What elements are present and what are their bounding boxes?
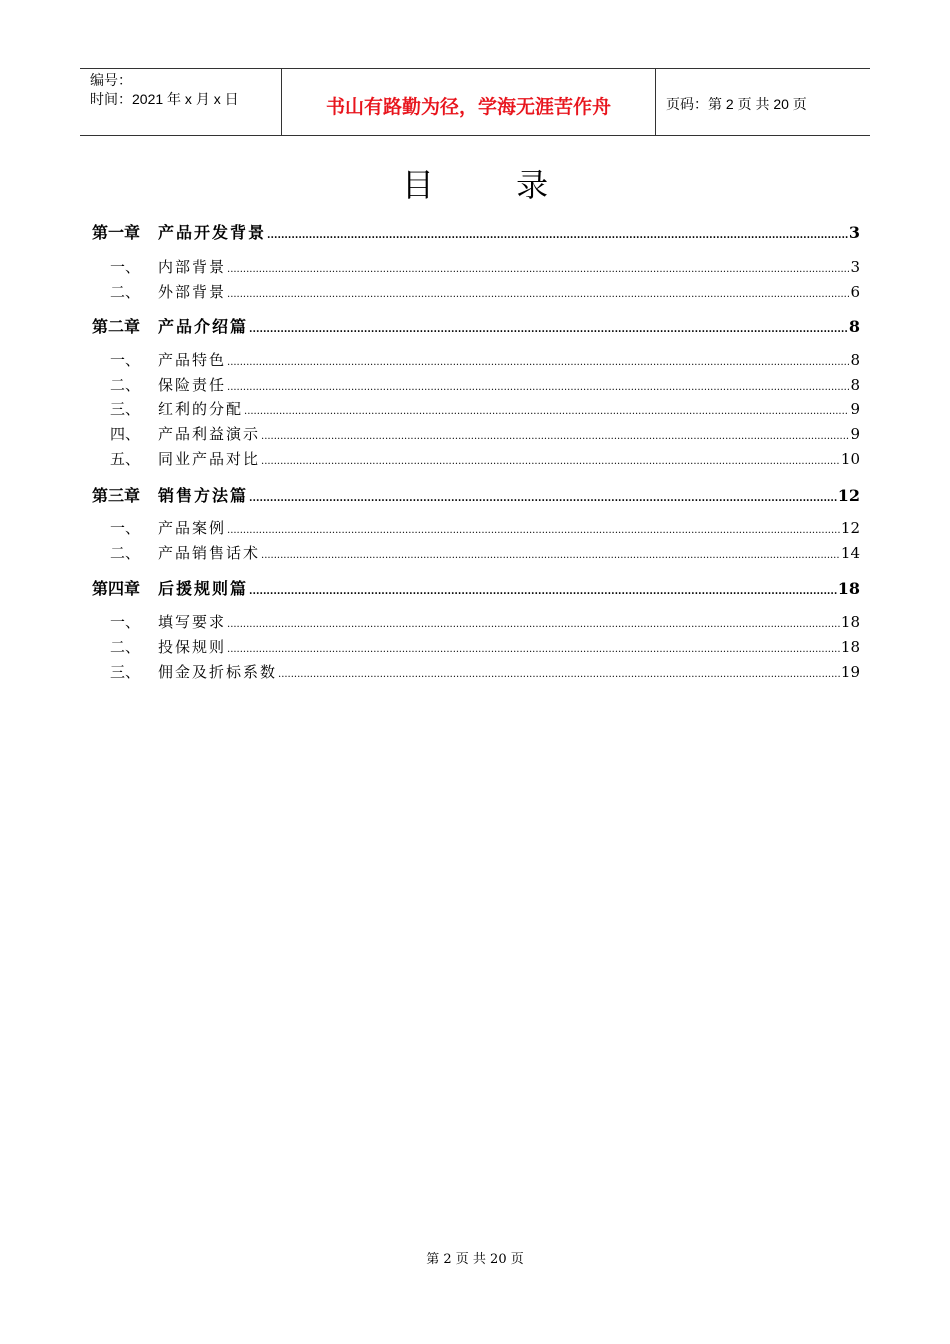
toc-section-entry[interactable] (92, 448, 860, 469)
toc-entry-number: 一、 (110, 351, 141, 369)
toc-chapter-entry[interactable] (92, 576, 860, 599)
toc-leader-dots (227, 644, 840, 655)
toc-entry-label: 同业产品对比 (158, 450, 261, 468)
toc-entry-number: 三、 (110, 663, 141, 681)
toc-entry-page: 19 (840, 663, 860, 681)
toc-entry-number: 第四章 (92, 579, 141, 598)
header-page-info: 页码：第 2 页 共 20 页 (666, 96, 807, 112)
toc-section-entry[interactable] (92, 281, 860, 302)
toc-entry-page: 18 (837, 579, 860, 598)
toc-entry-label: 内部背景 (158, 258, 227, 276)
toc-leader-dots (227, 525, 840, 536)
toc-entry-label: 外部背景 (158, 283, 227, 301)
toc-entry-number: 二、 (110, 283, 141, 301)
toc-leader-dots (278, 669, 840, 680)
toc-section-entry[interactable] (92, 661, 860, 682)
toc-entry-number: 二、 (110, 638, 141, 656)
page-footer: 第 2 页 共 20 页 (426, 1252, 524, 1267)
toc-leader-dots (261, 456, 840, 467)
toc-entry-number: 一、 (110, 519, 141, 537)
toc-entry-label: 红利的分配 (158, 400, 244, 418)
toc-entry-number: 一、 (110, 258, 141, 276)
toc-entry-page: 14 (840, 544, 860, 562)
toc-entry-page: 10 (840, 450, 860, 468)
toc-entry-number: 四、 (110, 425, 141, 443)
toc-entry-page: 18 (840, 613, 860, 631)
header-left-cell (80, 69, 282, 135)
toc-section-entry[interactable] (92, 517, 860, 538)
toc-entry-label: 产品开发背景 (158, 223, 267, 242)
toc-title: 目 录 (401, 166, 585, 204)
header-motto: 书山有路勤为径，学海无涯苦作舟 (282, 69, 656, 135)
toc-chapter-entry[interactable] (92, 314, 860, 337)
toc-entry-page: 8 (850, 376, 860, 394)
toc-section-entry[interactable] (92, 542, 860, 563)
toc-entry-number: 一、 (110, 613, 141, 631)
toc-section-entry[interactable] (92, 398, 860, 419)
toc-section-entry[interactable] (92, 349, 860, 370)
toc-leader-dots (261, 431, 849, 442)
page-header (80, 68, 870, 136)
toc-entry-page: 3 (848, 223, 860, 242)
toc-leader-dots (249, 324, 848, 335)
toc-chapter-entry[interactable] (92, 483, 860, 506)
document-number: 编号： (90, 72, 132, 88)
toc-leader-dots (249, 586, 837, 597)
toc-entry-label: 投保规则 (158, 638, 227, 656)
toc-entry-page: 3 (850, 258, 860, 276)
toc-entry-label: 产品销售话术 (158, 544, 261, 562)
toc-chapter-entry[interactable] (92, 220, 860, 243)
toc-entry-page: 18 (840, 638, 860, 656)
toc-leader-dots (227, 264, 849, 275)
toc-entry-label: 保险责任 (158, 376, 227, 394)
document-date: 时间：2021 年 x 月 x 日 (90, 91, 239, 107)
toc-entry-page: 9 (850, 425, 860, 443)
toc-entry-label: 后援规则篇 (158, 579, 249, 598)
toc-entry-page: 8 (848, 317, 860, 336)
toc-leader-dots (227, 289, 849, 300)
toc-entry-page: 6 (850, 283, 860, 301)
toc-entry-page: 8 (850, 351, 860, 369)
toc-leader-dots (249, 493, 837, 504)
toc-leader-dots (227, 382, 849, 393)
toc-entry-label: 产品利益演示 (158, 425, 261, 443)
toc-section-entry[interactable] (92, 423, 860, 444)
toc-entry-number: 二、 (110, 544, 141, 562)
toc-leader-dots (267, 230, 848, 241)
toc-entry-label: 销售方法篇 (158, 486, 249, 505)
toc-leader-dots (261, 550, 840, 561)
toc-entry-number: 五、 (110, 450, 141, 468)
toc-leader-dots (244, 406, 849, 417)
toc-entry-label: 佣金及折标系数 (158, 663, 278, 681)
toc-section-entry[interactable] (92, 611, 860, 632)
toc-entry-number: 三、 (110, 400, 141, 418)
toc-leader-dots (227, 619, 840, 630)
toc-entry-number: 二、 (110, 376, 141, 394)
toc-entry-page: 12 (837, 486, 860, 505)
toc-entry-number: 第一章 (92, 223, 141, 242)
toc-entry-label: 产品特色 (158, 351, 227, 369)
toc-section-entry[interactable] (92, 256, 860, 277)
toc-leader-dots (227, 357, 849, 368)
toc-entry-number: 第二章 (92, 317, 141, 336)
toc-entry-label: 填写要求 (158, 613, 227, 631)
toc-entry-label: 产品介绍篇 (158, 317, 249, 336)
toc-section-entry[interactable] (92, 374, 860, 395)
toc-entry-number: 第三章 (92, 486, 141, 505)
toc-entry-label: 产品案例 (158, 519, 227, 537)
toc-section-entry[interactable] (92, 636, 860, 657)
toc-entry-page: 9 (850, 400, 860, 418)
toc-entry-page: 12 (840, 519, 860, 537)
